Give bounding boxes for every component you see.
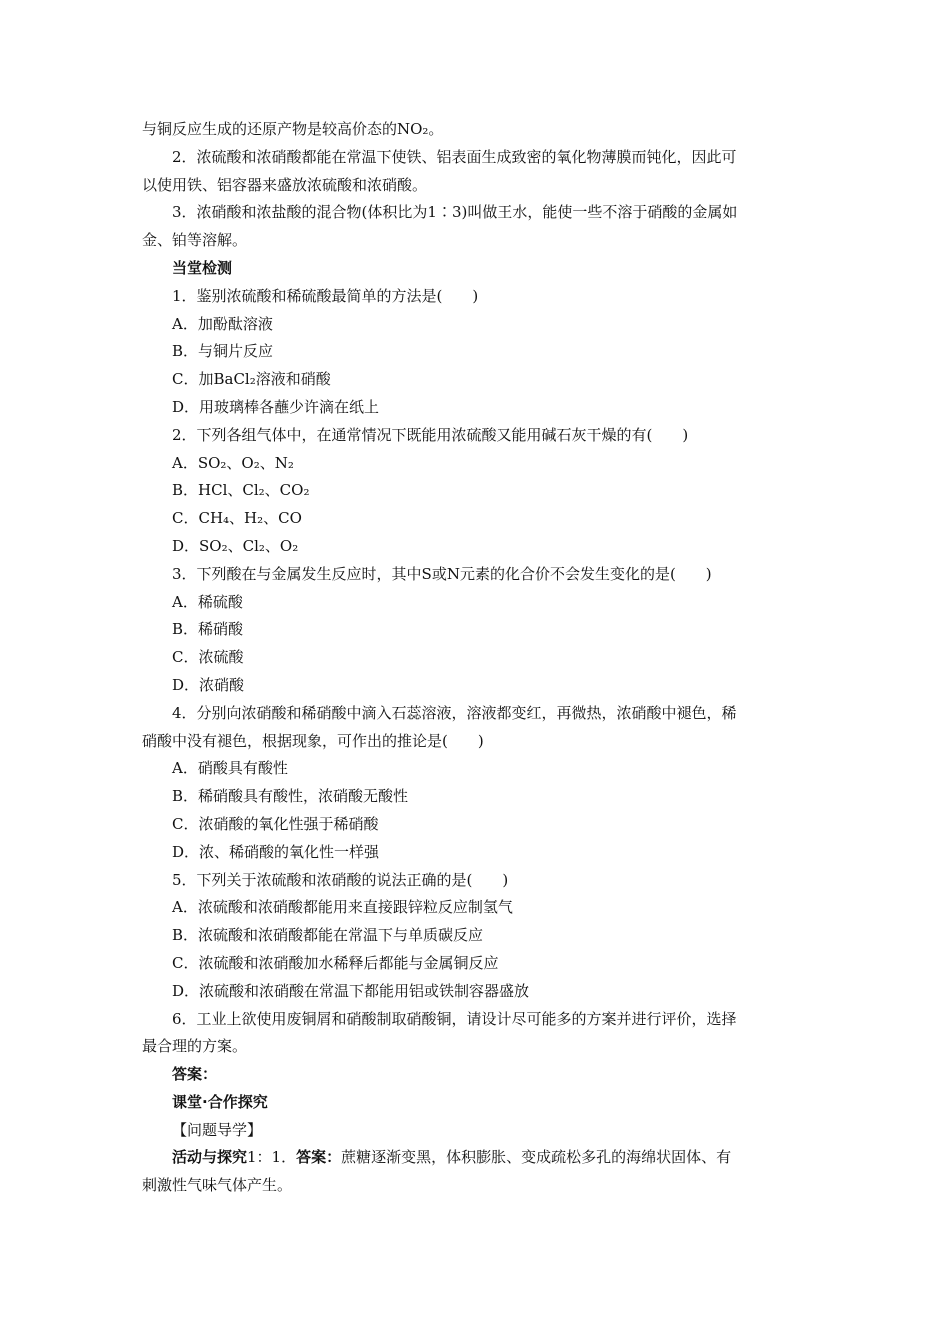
intro-para-2-line-2: 以使用铁、铝容器来盛放浓硫酸和浓硝酸。 bbox=[142, 175, 428, 194]
question-4-stem-line-1: 4．分别向浓硝酸和稀硝酸中滴入石蕊溶液，溶液都变红，再微热，浓硝酸中褪色，稀 bbox=[172, 703, 737, 722]
question-5-option-b: B．浓硫酸和浓硝酸都能在常温下与单质碳反应 bbox=[172, 926, 484, 945]
question-5-option-a: A．浓硫酸和浓硝酸都能用来直接跟锌粒反应制氢气 bbox=[172, 898, 513, 917]
intro-para-3-line-1: 3．浓硝酸和浓盐酸的混合物(体积比为1∶3)叫做王水，能使一些不溶于硝酸的金属如 bbox=[172, 203, 738, 222]
question-2-stem: 2．下列各组气体中，在通常情况下既能用浓硫酸又能用碱石灰干燥的有( ) bbox=[172, 425, 689, 444]
question-3-option-c: C．浓硫酸 bbox=[172, 648, 244, 667]
question-1-option-d: D．用玻璃棒各蘸少许滴在纸上 bbox=[172, 397, 380, 416]
activity-number: 1：1． bbox=[247, 1148, 297, 1167]
question-1-option-a: A．加酚酞溶液 bbox=[172, 314, 273, 333]
answers-title: 答案： bbox=[172, 1065, 218, 1084]
document-page bbox=[142, 116, 812, 1200]
question-6-stem-line-1: 6．工业上欲使用废铜屑和硝酸制取硝酸铜，请设计尽可能多的方案并进行评价，选择 bbox=[172, 1009, 737, 1028]
answer-text: 蔗糖逐渐变黑，体积膨胀、变成疏松多孔的海绵状固体、有 bbox=[341, 1148, 732, 1167]
question-2-option-d: D．SO₂、Cl₂、O₂ bbox=[172, 536, 299, 555]
answers-guide: 【问题导学】 bbox=[172, 1120, 263, 1139]
question-1-stem: 1．鉴别浓硫酸和稀硫酸最简单的方法是( ) bbox=[172, 286, 479, 305]
question-1-option-c: C．加BaCl₂溶液和硝酸 bbox=[172, 370, 331, 389]
question-3-option-a: A．稀硫酸 bbox=[172, 592, 243, 611]
question-1-option-b: B．与铜片反应 bbox=[172, 342, 274, 361]
question-3-option-d: D．浓硝酸 bbox=[172, 675, 245, 694]
question-4-option-a: A．硝酸具有酸性 bbox=[172, 759, 288, 778]
question-4-option-b: B．稀硝酸具有酸性，浓硝酸无酸性 bbox=[172, 787, 409, 806]
intro-para-2-line-1: 2．浓硫酸和浓硝酸都能在常温下使铁、铝表面生成致密的氧化物薄膜而钝化，因此可 bbox=[172, 147, 737, 166]
answer-label: 答案： bbox=[296, 1148, 342, 1167]
section-title: 当堂检测 bbox=[172, 258, 233, 277]
question-2-option-c: C．CH₄、H₂、CO bbox=[172, 509, 302, 528]
answer-activity-line-1 bbox=[142, 1144, 812, 1172]
question-4-option-c: C．浓硝酸的氧化性强于稀硝酸 bbox=[172, 814, 379, 833]
intro-para-3-line-2: 金、铂等溶解。 bbox=[142, 231, 248, 250]
answer-activity-line-2: 刺激性气味气体产生。 bbox=[142, 1176, 293, 1195]
question-3-stem: 3．下列酸在与金属发生反应时，其中S或N元素的化合价不会发生变化的是( ) bbox=[172, 564, 712, 583]
question-2-option-a: A．SO₂、O₂、N₂ bbox=[172, 453, 294, 472]
question-6-stem-line-2: 最合理的方案。 bbox=[142, 1037, 248, 1056]
question-2-option-b: B．HCl、Cl₂、CO₂ bbox=[172, 481, 310, 500]
question-5-stem: 5．下列关于浓硫酸和浓硝酸的说法正确的是( ) bbox=[172, 870, 509, 889]
question-4-option-d: D．浓、稀硝酸的氧化性一样强 bbox=[172, 842, 380, 861]
question-4-stem-line-2: 硝酸中没有褪色，根据现象，可作出的推论是( ) bbox=[142, 731, 484, 750]
question-5-option-c: C．浓硫酸和浓硝酸加水稀释后都能与金属铜反应 bbox=[172, 953, 499, 972]
activity-label: 活动与探究 bbox=[172, 1148, 248, 1167]
question-5-option-d: D．浓硫酸和浓硝酸在常温下都能用铝或铁制容器盛放 bbox=[172, 981, 530, 1000]
intro-line: 与铜反应生成的还原产物是较高价态的NO₂。 bbox=[142, 120, 444, 138]
question-3-option-b: B．稀硝酸 bbox=[172, 620, 244, 639]
answers-subtitle: 课堂·合作探究 bbox=[172, 1092, 268, 1111]
